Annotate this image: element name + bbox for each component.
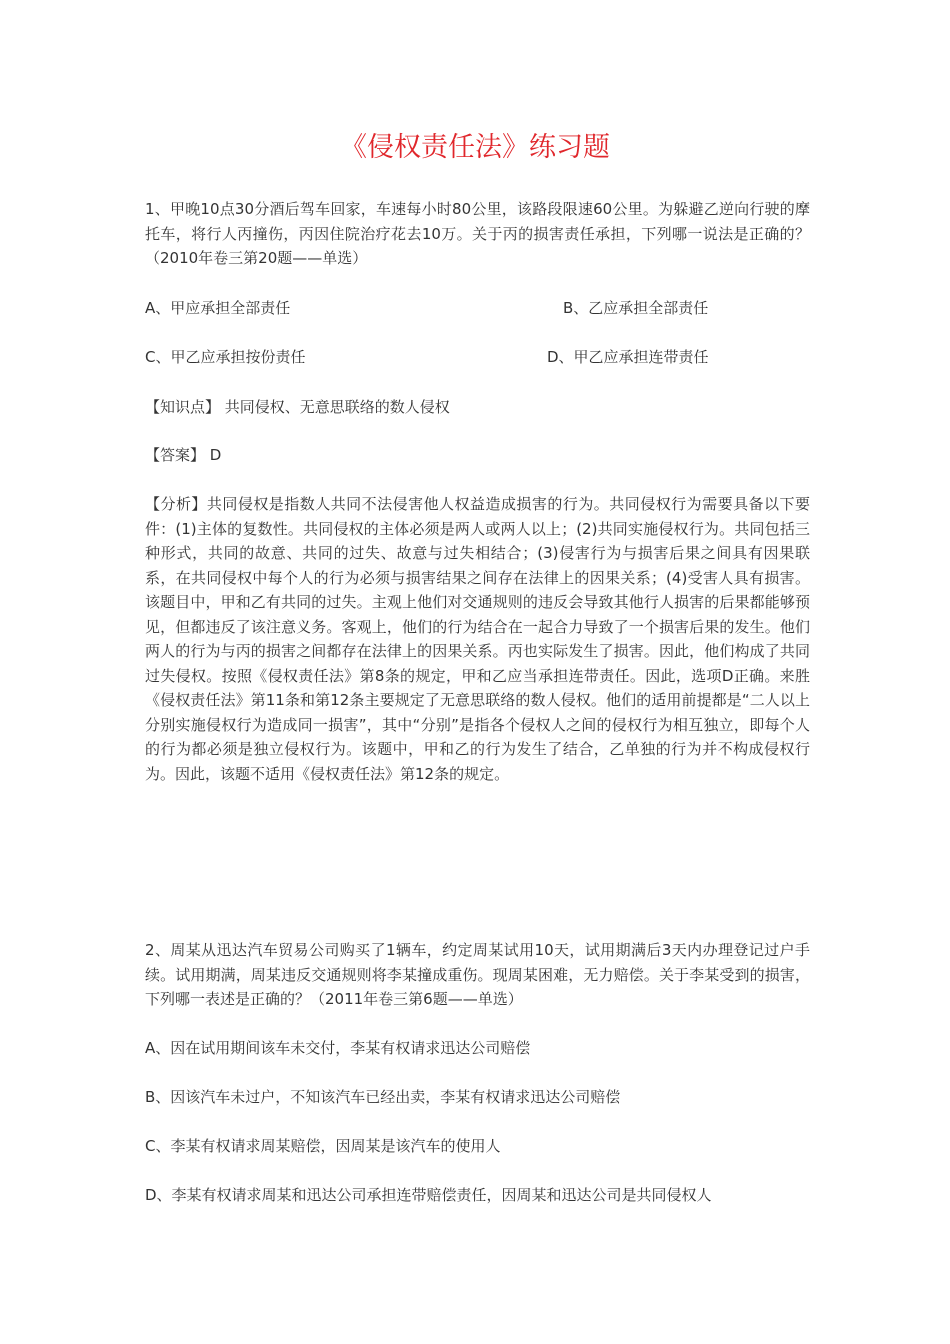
q1-answer: 【答案】 D [145,446,222,464]
document-title: 《侵权责任法》练习题 [340,132,610,163]
q1-stem: 1、甲晚10点30分酒后驾车回家，车速每小时80公里，该路段限速60公里。为躲避乙逆向行驶的摩托车，将行人丙撞伤，丙因住院治疗花去10万。关于丙的损害责任承担，下列哪一说法是正确的？（2010年卷三第20题——单选） [145,200,810,267]
q1-option-a: A、甲应承担全部责任 [145,299,291,317]
q1-analysis: 【分析】共同侵权是指数人共同不法侵害他人权益造成损害的行为。共同侵权行为需要具备以下要件：(1)主体的复数性。共同侵权的主体必须是两人或两人以上；(2)共同实施侵权行为。共同包括三种形式，共同的故意、共同的过失、故意与过失相结合；(3)侵害行为与损害后果之间具有因果联系，在共同侵权中每个人的行为必须与损害结果之间存在法律上的因果关系；(4)受害人具有损害。该题目中，甲和乙有共同的过失。主观上他们对交通规则的违反会导致其他行人损害的后果都能够预见，但都违反了该注意义务。客观上，他们的行为结合在一起合力导致了一个损害后果的发生。他们两人的行为与丙的损害之间都存在法律上的因果关系。丙也实际发生了损害。因此，他们构成了共同过失侵权。按照《侵权责任法》第8条的规定，甲和乙应当承担连带责任。因此，选项D正确。来胜《侵权责任法》第11条和第12条主要规定了无意思联络的数人侵权。他们的适用前提都是“二人以上分别实施侵权行为造成同一损害”，其中“分别”是指各个侵权人之间的侵权行为相互独立，即每个人的行为都必须是独立侵权行为。该题中，甲和乙的行为发生了结合，乙单独的行为并不构成侵权行为。因此，该题不适用《侵权责任法》第12条的规定。 [145,495,810,783]
q2-option-b: B、因该汽车未过户，不知该汽车已经出卖，李某有权请求迅达公司赔偿 [145,1088,621,1106]
q2-stem: 2、周某从迅达汽车贸易公司购买了1辆车，约定周某试用10天，试用期满后3天内办理登记过户手续。试用期满，周某违反交通规则将李某撞成重伤。现周某困难，无力赔偿。关于李某受到的损害，下列哪一表述是正确的？（2011年卷三第6题——单选） [145,941,810,1008]
q2-option-c: C、李某有权请求周某赔偿，因周某是该汽车的使用人 [145,1137,501,1155]
q2-option-d: D、李某有权请求周某和迅达公司承担连带赔偿责任，因周某和迅达公司是共同侵权人 [145,1186,712,1204]
q2-option-a: A、因在试用期间该车未交付，李某有权请求迅达公司赔偿 [145,1039,531,1057]
q1-knowledge-point: 【知识点】 共同侵权、无意思联络的数人侵权 [145,398,450,416]
q1-option-d: D、甲乙应承担连带责任 [547,348,709,366]
q1-option-c: C、甲乙应承担按份责任 [145,348,306,366]
q1-option-b: B、乙应承担全部责任 [563,299,709,317]
